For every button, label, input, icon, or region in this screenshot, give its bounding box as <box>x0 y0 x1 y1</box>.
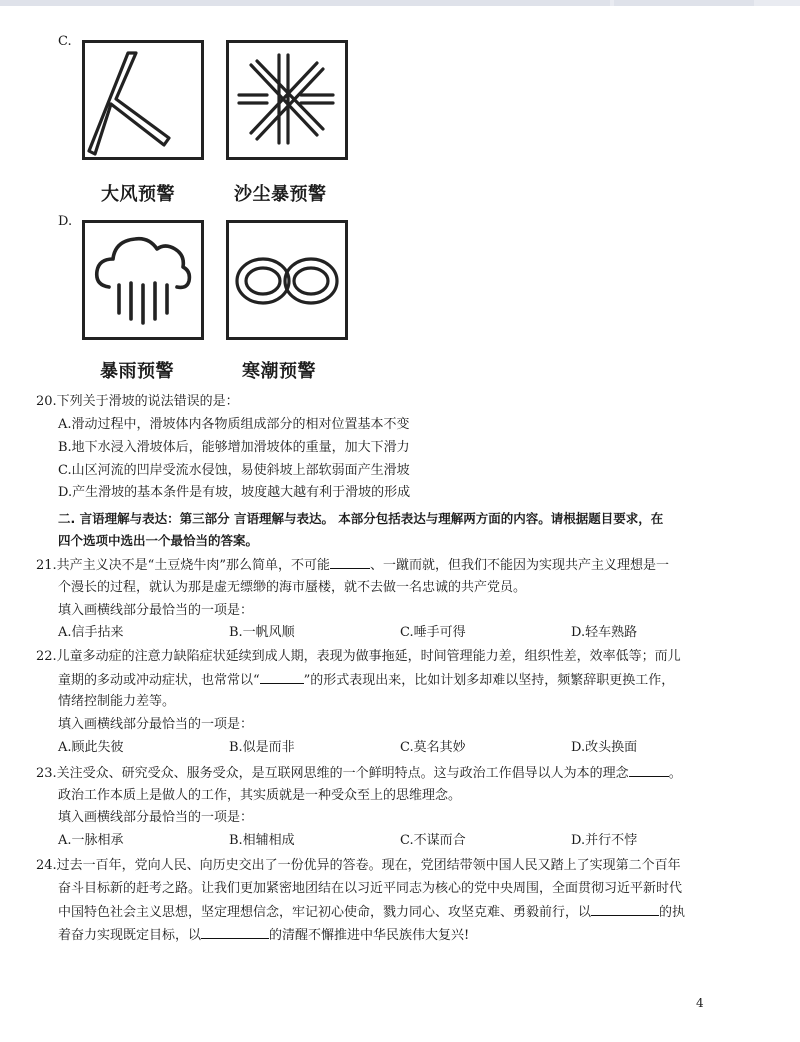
option-d-letter: D. <box>58 214 73 229</box>
q23-line1-end: 。 <box>668 766 682 781</box>
q23-prompt: 填入画横线部分最恰当的一项是： <box>58 810 254 825</box>
page-number: 4 <box>696 996 704 1010</box>
q24-line1: 24.过去一百年，党向人民、向历史交出了一份优异的答卷。现在，党团结带领中国人民又踏上了实现第二个百年 <box>36 858 681 873</box>
q23-line1 <box>36 764 682 783</box>
q24-line4-start: 着奋力实现既定目标，以 <box>58 928 202 943</box>
q21-choice-a: A.信手拈来 <box>58 625 124 640</box>
q23-choice-d: D.并行不悖 <box>571 833 638 848</box>
q23-choice-c: C.不谋而合 <box>400 833 466 848</box>
q22-line2-end: ”的形式表现出来，比如计划多却难以坚持，频繁辞职更换工作， <box>303 673 675 688</box>
q20-choice-d: D.产生滑坡的基本条件是有坡，坡度越大越有利于滑坡的形成 <box>58 485 411 500</box>
q22-line2 <box>58 671 674 690</box>
q23-choice-b: B.相辅相成 <box>229 833 295 848</box>
q22-choice-c: C.莫名其妙 <box>400 740 466 755</box>
section-heading-line1: 二. 言语理解与表达：第三部分 言语理解与表达。 本部分包括表达与理解两方面的内容。请根据题目要求，在 <box>58 511 664 526</box>
q20-choice-b: B.地下水浸入滑坡体后，能够增加滑坡体的重量，加大下滑力 <box>58 440 410 455</box>
q24-line2: 奋斗目标新的赶考之路。让我们更加紧密地团结在以习近平同志为核心的党中央周围，全面贯彻习近平新时代 <box>58 881 683 896</box>
sandstorm-asterisk-icon <box>226 40 348 160</box>
q22-blank <box>260 671 304 684</box>
q24-line3 <box>58 903 685 922</box>
q22-line2-start: 童期的多动或冲动症状，也常常以“ <box>58 673 260 688</box>
q21-choice-b: B.一帆风顺 <box>229 625 295 640</box>
q23-choice-a: A.一脉相承 <box>58 833 124 848</box>
q24-line4 <box>58 926 469 945</box>
q20-choice-a: A.滑动过程中，滑坡体内各物质组成部分的相对位置基本不变 <box>58 417 410 432</box>
q22-choice-d: D.改头换面 <box>571 740 638 755</box>
rainstorm-cloud-icon <box>82 220 204 340</box>
q22-line3: 情绪控制能力差等。 <box>58 694 176 709</box>
top-toolbar-strip <box>0 0 800 6</box>
q21-blank <box>330 556 370 569</box>
q24-line3-end: 的执 <box>659 905 686 920</box>
q22-choice-b: B.似是而非 <box>229 740 295 755</box>
rainstorm-caption: 暴雨预警 <box>100 361 174 382</box>
q21-line2: 个漫长的过程，就认为那是虚无缥缈的海市蜃楼，就不去做一名忠诚的共产党员。 <box>58 580 527 595</box>
q21-choice-d: D.轻车熟路 <box>571 625 638 640</box>
q23-blank <box>629 764 669 777</box>
q21-choice-c: C.唾手可得 <box>400 625 466 640</box>
option-c-letter: C. <box>58 34 72 49</box>
q21-line1-start: 21.共产主义决不是“土豆烧牛肉”那么简单，不可能 <box>36 558 330 573</box>
q24-blank-1 <box>591 903 659 916</box>
q21-line1 <box>36 556 669 575</box>
q22-prompt: 填入画横线部分最恰当的一项是： <box>58 717 254 732</box>
sandstorm-caption: 沙尘暴预警 <box>234 184 327 205</box>
q22-choice-a: A.顾此失彼 <box>58 740 124 755</box>
q20-choice-c: C.山区河流的凹岸受流水侵蚀，易使斜坡上部软弱面产生滑坡 <box>58 463 410 478</box>
q22-line1: 22.儿童多动症的注意力缺陷症状延续到成人期，表现为做事拖延，时间管理能力差，组织性差，效率低等；而儿 <box>36 649 681 664</box>
q21-line1-end: 、一蹴而就，但我们不能因为实现共产主义理想是一 <box>369 558 669 573</box>
strong-wind-flag-icon <box>82 40 204 160</box>
q24-blank-2 <box>201 926 269 939</box>
cold-wave-caption: 寒潮预警 <box>242 361 316 382</box>
cold-wave-loop-icon <box>226 220 348 340</box>
q24-line4-end: 的清醒不懈推进中华民族伟大复兴! <box>269 928 470 943</box>
q21-prompt: 填入画横线部分最恰当的一项是： <box>58 603 254 618</box>
q23-line1-start: 23.关注受众、研究受众、服务受众，是互联网思维的一个鲜明特点。这与政治工作倡导以人为本的理念 <box>36 766 629 781</box>
strong-wind-caption: 大风预警 <box>101 184 175 205</box>
q20-stem: 20.下列关于滑坡的说法错误的是： <box>36 394 239 409</box>
section-heading-line2: 四个选项中选出一个最恰当的答案。 <box>58 533 259 548</box>
q23-line2: 政治工作本质上是做人的工作，其实质就是一种受众至上的思维理念。 <box>58 788 462 803</box>
q24-line3-start: 中国特色社会主义思想，坚定理想信念，牢记初心使命，戮力同心、攻坚克难、勇毅前行，以 <box>58 905 592 920</box>
